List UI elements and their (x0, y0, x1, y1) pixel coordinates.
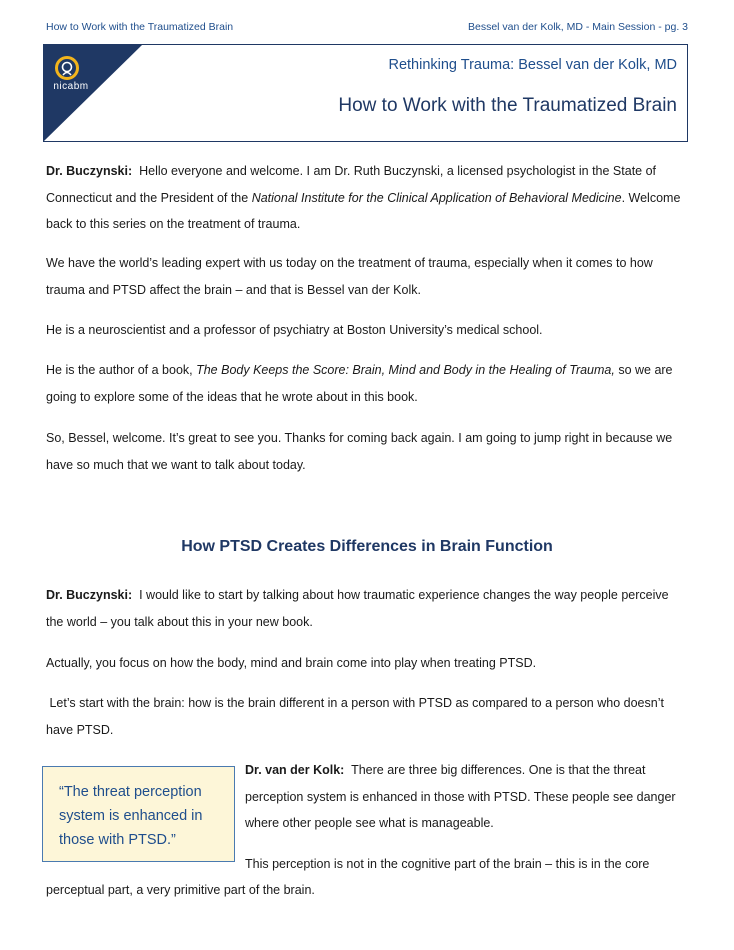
section-p1-text: I would like to start by talking about how traumatic experience changes the way people perceive the world – you talk about this in your new book. (46, 588, 669, 629)
section-paragraph-3: Let’s start with the brain: how is the brain different in a person with PTSD as compared to a person who doesn’t have PTSD. (46, 696, 668, 737)
nicabm-logo-text: nicabm (53, 81, 89, 92)
organization-name: National Institute for the Clinical Application of Behavioral Medicine (251, 190, 622, 205)
intro-paragraph-3: He is a neuroscientist and a professor of psychiatry at Boston University’s medical school. (46, 323, 543, 337)
intro-p1-text-b: . Welcome back to this series on the treatment of trauma. (46, 190, 681, 231)
intro-paragraph-1 (46, 158, 688, 238)
section-heading: How PTSD Creates Differences in Brain Function (181, 538, 553, 555)
running-header-left: How to Work with the Traumatized Brain (46, 21, 234, 33)
running-header-right: Bessel van der Kolk, MD - Main Session - pg. 3 (467, 21, 688, 33)
nicabm-logo-icon (54, 55, 80, 81)
pull-quote: “The threat perception system is enhanced in those with PTSD.” (42, 766, 235, 862)
title-banner (43, 44, 688, 142)
intro-paragraph-2: We have the world’s leading expert with us today on the treatment of trauma, especially when it comes to how trauma and PTSD affect the brain – and that is Bessel van der Kolk. (46, 256, 653, 297)
speaker-label: Dr. Buczynski: (46, 588, 133, 602)
speaker-label: Dr. van der Kolk: (245, 763, 345, 777)
running-header (46, 21, 688, 37)
section-paragraph-4 (245, 757, 688, 837)
section-p4-text: There are three big differences. One is that the threat perception system is enhanced in those with PTSD. These people see danger where other people see what is manageable. (245, 763, 676, 830)
intro-paragraph-4 (46, 357, 688, 410)
section-paragraph-1 (46, 582, 688, 635)
banner-subtitle: Rethinking Trauma: Bessel van der Kolk, MD (388, 57, 677, 73)
intro-p4-text-a: He is the author of a book, (46, 363, 197, 377)
banner-title: How to Work with the Traumatized Brain (338, 95, 677, 116)
intro-p1-text-a: Hello everyone and welcome. I am Dr. Ruth Buczynski, a licensed psychologist in the State of Connecticut and the President of the (46, 164, 657, 205)
section-paragraph-2: Actually, you focus on how the body, mind and brain come into play when treating PTSD. (46, 656, 537, 670)
intro-paragraph-5: So, Bessel, welcome. It’s great to see you. Thanks for coming back again. I am going to jump right in because we have so much that we want to talk about today. (46, 431, 673, 472)
speaker-label: Dr. Buczynski: (46, 164, 133, 178)
book-title: The Body Keeps the Score: Brain, Mind and Body in the Healing of Trauma, (196, 363, 615, 377)
section-paragraph-5-line-1: This perception is not in the cognitive part of the brain – this is in the core (245, 857, 650, 871)
intro-p4-text-b: so we are going to explore some of the ideas that he wrote about in this book. (46, 363, 673, 404)
section-paragraph-5-line-2: perceptual part, a very primitive part of the brain. (46, 883, 315, 897)
